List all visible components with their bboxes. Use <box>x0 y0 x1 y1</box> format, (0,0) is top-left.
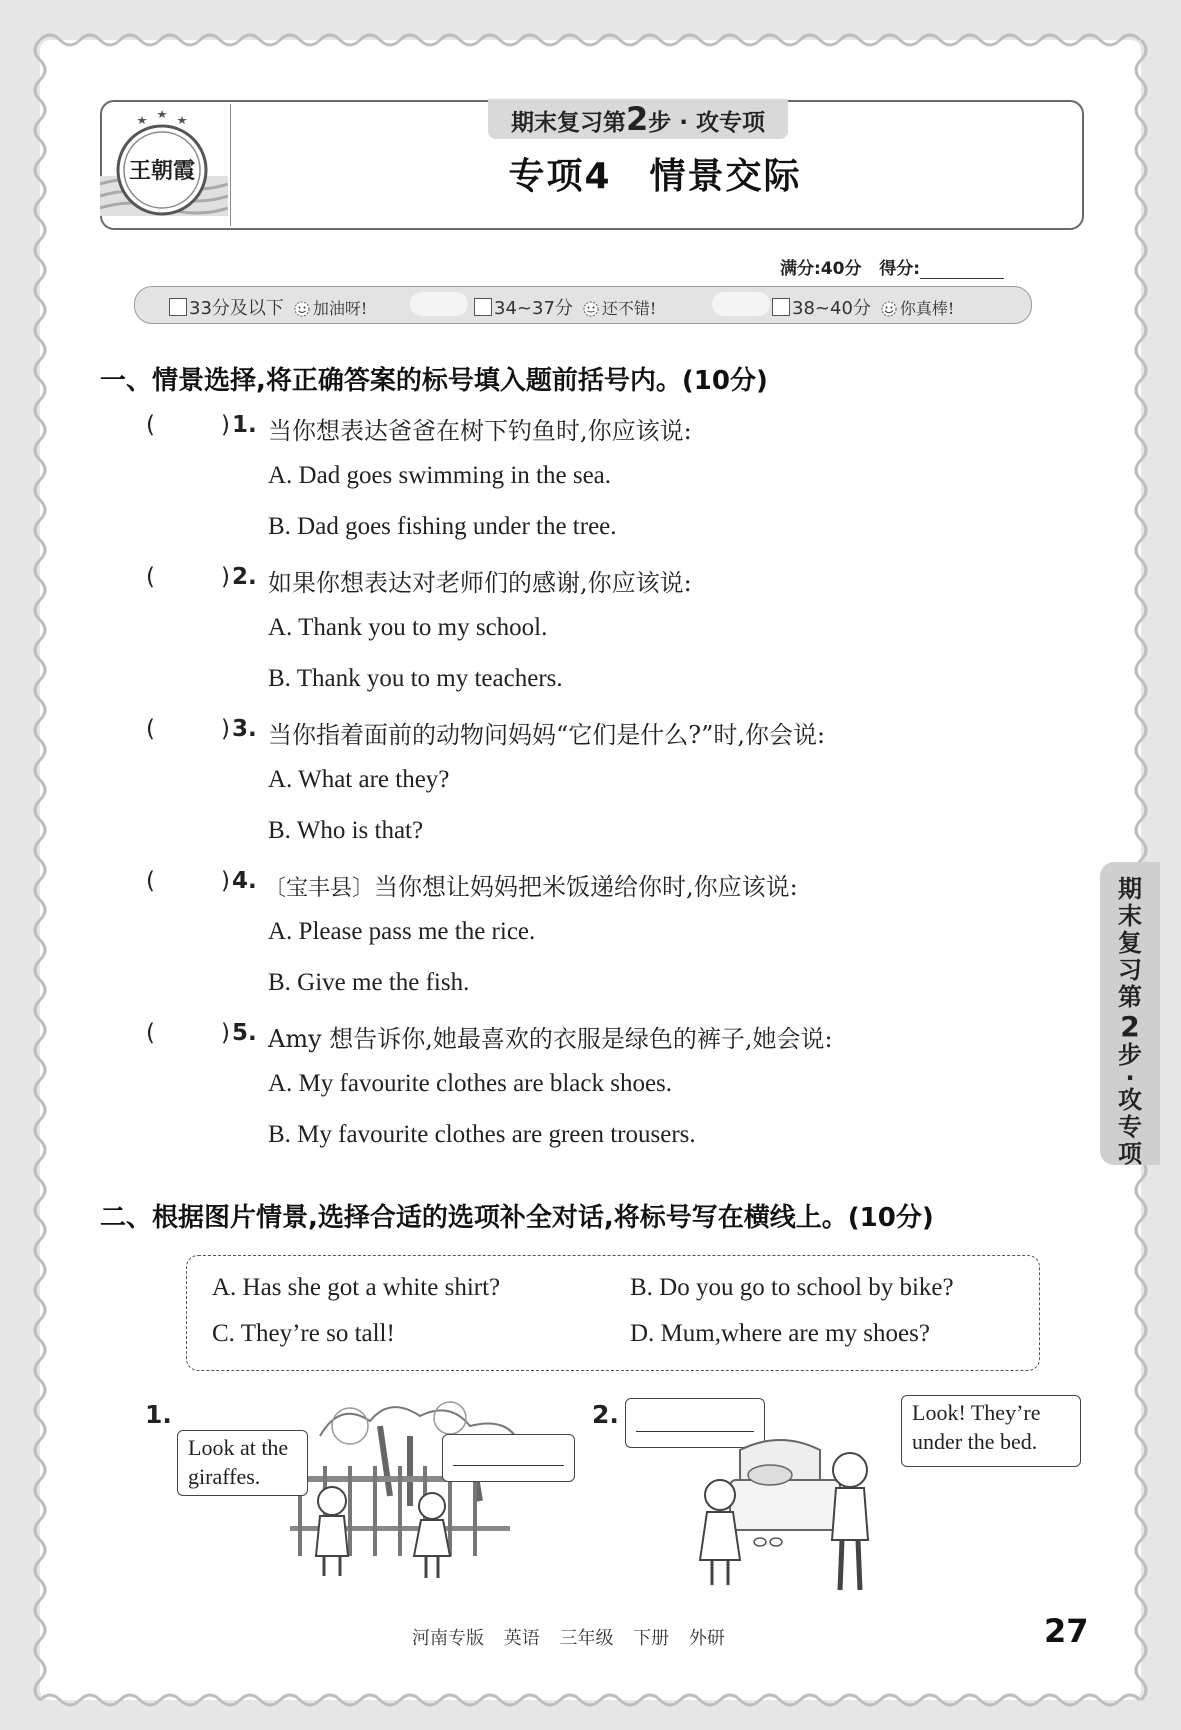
zoo-giraffe-illustration <box>280 1396 560 1586</box>
question-number: 1. <box>232 412 257 438</box>
side-tab-char: 2 <box>1120 1010 1140 1043</box>
grade-checkbox[interactable] <box>474 298 492 316</box>
question-source: 〔宝丰县〕 <box>264 876 375 901</box>
option-b: B. Dad goes fishing under the tree. <box>268 513 617 540</box>
bubble-line: Look! They’re <box>912 1400 1041 1425</box>
bubble-line: under the bed. <box>912 1429 1038 1454</box>
answer-slot[interactable] <box>165 1018 225 1048</box>
option-b: B. Who is that? <box>268 817 424 844</box>
question-number: 5. <box>232 1020 257 1046</box>
side-tab-char: 第 <box>1118 983 1142 1011</box>
page-number: 27 <box>1044 1612 1089 1650</box>
page-title: 专项4 情景交际 <box>508 156 802 197</box>
question-number: 2. <box>232 564 257 590</box>
answer-paren-close: ) <box>221 412 230 438</box>
answer-slot[interactable] <box>165 410 225 440</box>
grade-checkbox[interactable] <box>772 298 790 316</box>
question-text: 当你想表达爸爸在树下钓鱼时,你应该说: <box>268 417 692 445</box>
svg-text:王朝霞: 王朝霞 <box>128 158 196 184</box>
step-suffix: 步 · 攻专项 <box>648 110 766 136</box>
question-text: Amy 想告诉你,她最喜欢的衣服是绿色的裤子,她会说: <box>268 1025 833 1053</box>
question-text: 〔宝丰县〕当你想让妈妈把米饭递给你时,你应该说: <box>264 873 798 901</box>
score-line <box>780 254 1004 279</box>
answer-paren-close: ) <box>221 868 230 894</box>
answer-paren-open: ( <box>146 868 155 894</box>
side-tab-char: 攻 <box>1118 1086 1142 1114</box>
full-score-label: 满分:40分 <box>780 259 862 279</box>
score-label: 得分: <box>879 259 921 279</box>
question-text: 如果你想表达对老师们的感谢,你应该说: <box>268 569 692 597</box>
option-a: A. Please pass me the rice. <box>268 918 536 945</box>
answer-paren-open: ( <box>146 564 155 590</box>
grade-checkbox[interactable] <box>169 298 187 316</box>
publisher-logo <box>100 104 228 224</box>
speech-bubble-boy <box>177 1430 308 1496</box>
question-text: 当你指着面前的动物问妈妈“它们是什么?”时,你会说: <box>268 721 826 749</box>
answer-slot[interactable] <box>165 866 225 896</box>
answer-paren-close: ) <box>221 564 230 590</box>
speech-bubble-mother <box>901 1395 1081 1467</box>
answer-paren-open: ( <box>146 412 155 438</box>
option-b: B. Thank you to my teachers. <box>268 665 563 692</box>
section1-title: 一、情景选择,将正确答案的标号填入题前括号内。(10分) <box>100 366 768 396</box>
step-tab <box>488 99 788 139</box>
grade-item-low: 33分及以下 加油呀! <box>169 294 367 320</box>
picture2-number: 2. <box>592 1400 619 1429</box>
box-option-b: B. Do you go to school by bike? <box>630 1274 954 1301</box>
speech-bubble-girl <box>442 1434 575 1482</box>
smiley-icon <box>583 301 599 317</box>
side-tab-char: 期 <box>1118 875 1142 903</box>
answer-blank[interactable] <box>453 1465 564 1466</box>
box-option-d: D. Mum,where are my shoes? <box>630 1320 930 1347</box>
side-tab-char: 步 <box>1118 1041 1142 1069</box>
grade-item-high: 38~40分 你真棒! <box>772 294 954 320</box>
box-option-a: A. Has she got a white shirt? <box>212 1274 501 1301</box>
picture1-number: 1. <box>145 1400 172 1429</box>
side-tab-char: 习 <box>1118 956 1142 984</box>
option-a: A. My favourite clothes are black shoes. <box>268 1070 673 1097</box>
step-number: 2 <box>625 100 649 138</box>
section2-title: 二、根据图片情景,选择合适的选项补全对话,将标号写在横线上。(10分) <box>100 1203 934 1233</box>
option-a: A. Dad goes swimming in the sea. <box>268 462 612 489</box>
side-tab-char: 专 <box>1118 1113 1142 1141</box>
side-tab-char: 项 <box>1118 1140 1142 1168</box>
box-option-c: C. They’re so tall! <box>212 1320 395 1347</box>
grade-separator <box>410 292 468 316</box>
answer-paren-open: ( <box>146 1020 155 1046</box>
grade-separator <box>712 292 770 316</box>
option-a: A. What are they? <box>268 766 450 793</box>
smiley-icon <box>294 301 310 317</box>
grade-item-mid: 34~37分 还不错! <box>474 294 656 320</box>
options-box <box>186 1255 1040 1371</box>
question-number: 3. <box>232 716 257 742</box>
question-number: 4. <box>232 868 257 894</box>
answer-paren-close: ) <box>221 1020 230 1046</box>
bubble-line: Look at the <box>188 1435 289 1460</box>
answer-slot[interactable] <box>165 562 225 592</box>
answer-paren-close: ) <box>221 716 230 742</box>
option-b: B. Give me the fish. <box>268 969 470 996</box>
step-prefix: 期末复习第 <box>510 110 626 136</box>
answer-paren-open: ( <box>146 716 155 742</box>
smiley-icon <box>881 301 897 317</box>
side-tab-char: 末 <box>1118 902 1142 930</box>
score-blank[interactable] <box>920 262 1004 279</box>
option-b: B. My favourite clothes are green trousers. <box>268 1121 696 1148</box>
side-tab-char: 复 <box>1118 929 1142 957</box>
side-step-tab <box>1100 862 1160 1168</box>
bubble-line: giraffes. <box>188 1464 261 1489</box>
answer-slot[interactable] <box>165 714 225 744</box>
bedroom-illustration <box>660 1420 920 1600</box>
side-tab-char: · <box>1125 1064 1135 1092</box>
footer-text: 河南专版 英语 三年级 下册 外研 <box>412 1628 725 1649</box>
option-a: A. Thank you to my school. <box>268 614 548 641</box>
